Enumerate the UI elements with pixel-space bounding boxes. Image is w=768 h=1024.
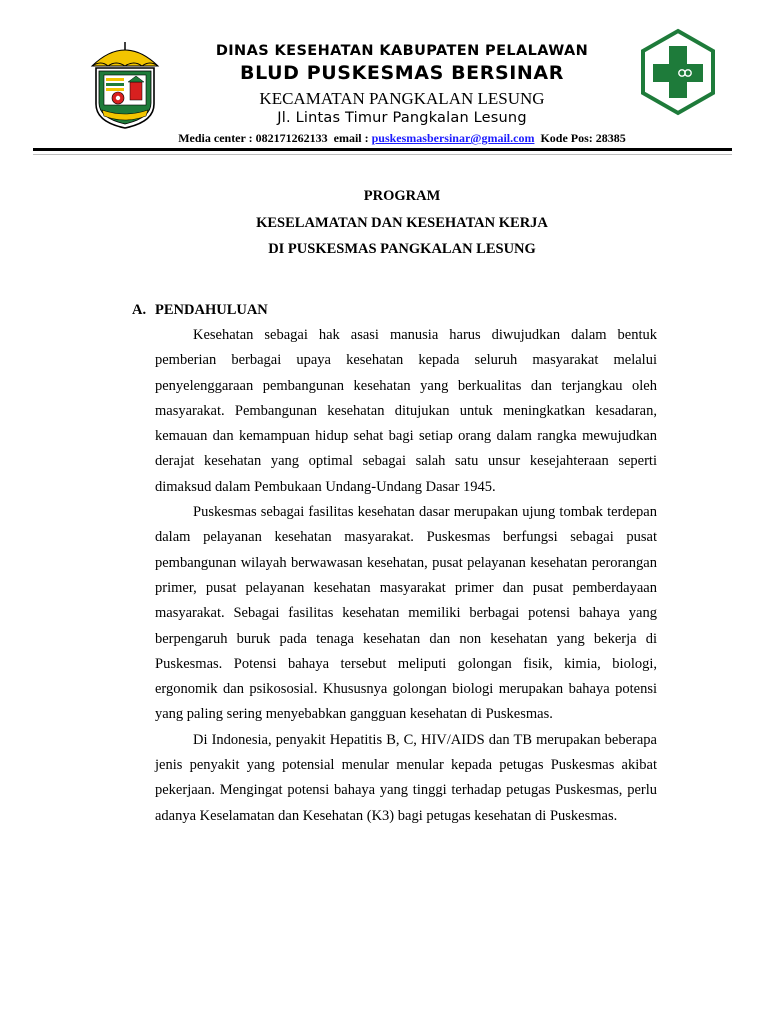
letterhead-rule-thin — [33, 154, 732, 155]
letterhead-contact — [150, 131, 654, 146]
paragraph: Di Indonesia, penyakit Hepatitis B, C, HIV/AIDS dan TB merupakan beberapa jenis penyakit yang potensial menular menular kepada petugas Puskesmas akibat pekerjaan. Mengingat potensi bahaya yang tinggi terhadap petugas Puskesmas, perlu adanya Keselamatan dan Kesehatan (K3) bagi petugas kesehatan di Puskesmas. — [155, 731, 657, 824]
section-title: PENDAHULUAN — [155, 302, 268, 318]
section-body — [155, 323, 657, 829]
letterhead-district: KECAMATAN PANGKALAN LESUNG — [259, 89, 545, 108]
paragraph: Kesehatan sebagai hak asasi manusia harus diwujudkan dalam bentuk pemberian berbagai upaya kesehatan kepada seluruh masyarakat melalui penyelenggaraan pembangunan kesehatan yang berkualitas dan terjangkau oleh masyarakat. Pembangunan kesehatan ditujukan untuk meningkatkan kesadaran, kemauan dan kemampuan hidup sehat bagi setiap orang dalam rangka mewujudkan derajat kesehatan yang optimal sebagai salah satu unsur kesejahteraan seperti dimaksud dalam Pembukaan Undang-Undang Dasar 1945. — [155, 327, 657, 495]
document-title-line-1: PROGRAM — [363, 188, 441, 204]
document-title-line-2: KESELAMATAN DAN KESEHATAN KERJA — [256, 215, 548, 231]
letterhead-rule — [33, 148, 732, 151]
letterhead-agency: DINAS KESEHATAN KABUPATEN PELALAWAN — [215, 43, 589, 59]
letterhead-institution: BLUD PUSKESMAS BERSINAR — [240, 62, 564, 84]
contact-phone: Media center : 082171262133 email : — [178, 131, 372, 145]
postal-code: Kode Pos: 28385 — [534, 131, 626, 145]
paragraph: Puskesmas sebagai fasilitas kesehatan dasar merupakan ujung tombak terdepan dalam pelayanan kesehatan masyarakat. Puskesmas berfungsi sebagai pusat pembangunan wilayah berwawasan kesehatan, pusat pelayanan kesehatan perorangan primer, pusat pelayanan kesehatan masyarakat primer dan pusat pemberdayaan masyarakat. Sebagai fasilitas kesehatan memiliki berbagai potensi bahaya yang berpengaruh buruk pada tenaga kesehatan dan non kesehatan yang bekerja di Puskesmas. Potensi bahaya tersebut meliputi golongan fisik, kimia, biologi, ergonomik dan psikososial. Khususnya golongan biologi merupakan bahaya potensi yang paling sering menyebabkan gangguan kesehatan di Puskesmas. — [155, 504, 657, 723]
section-number: A. — [132, 302, 147, 318]
section-heading — [132, 302, 268, 319]
document-title-line-3: DI PUSKESMAS PANGKALAN LESUNG — [268, 241, 536, 257]
email-link[interactable]: puskesmasbersinar@gmail.com — [371, 131, 535, 145]
letterhead-address: Jl. Lintas Timur Pangkalan Lesung — [277, 110, 527, 126]
